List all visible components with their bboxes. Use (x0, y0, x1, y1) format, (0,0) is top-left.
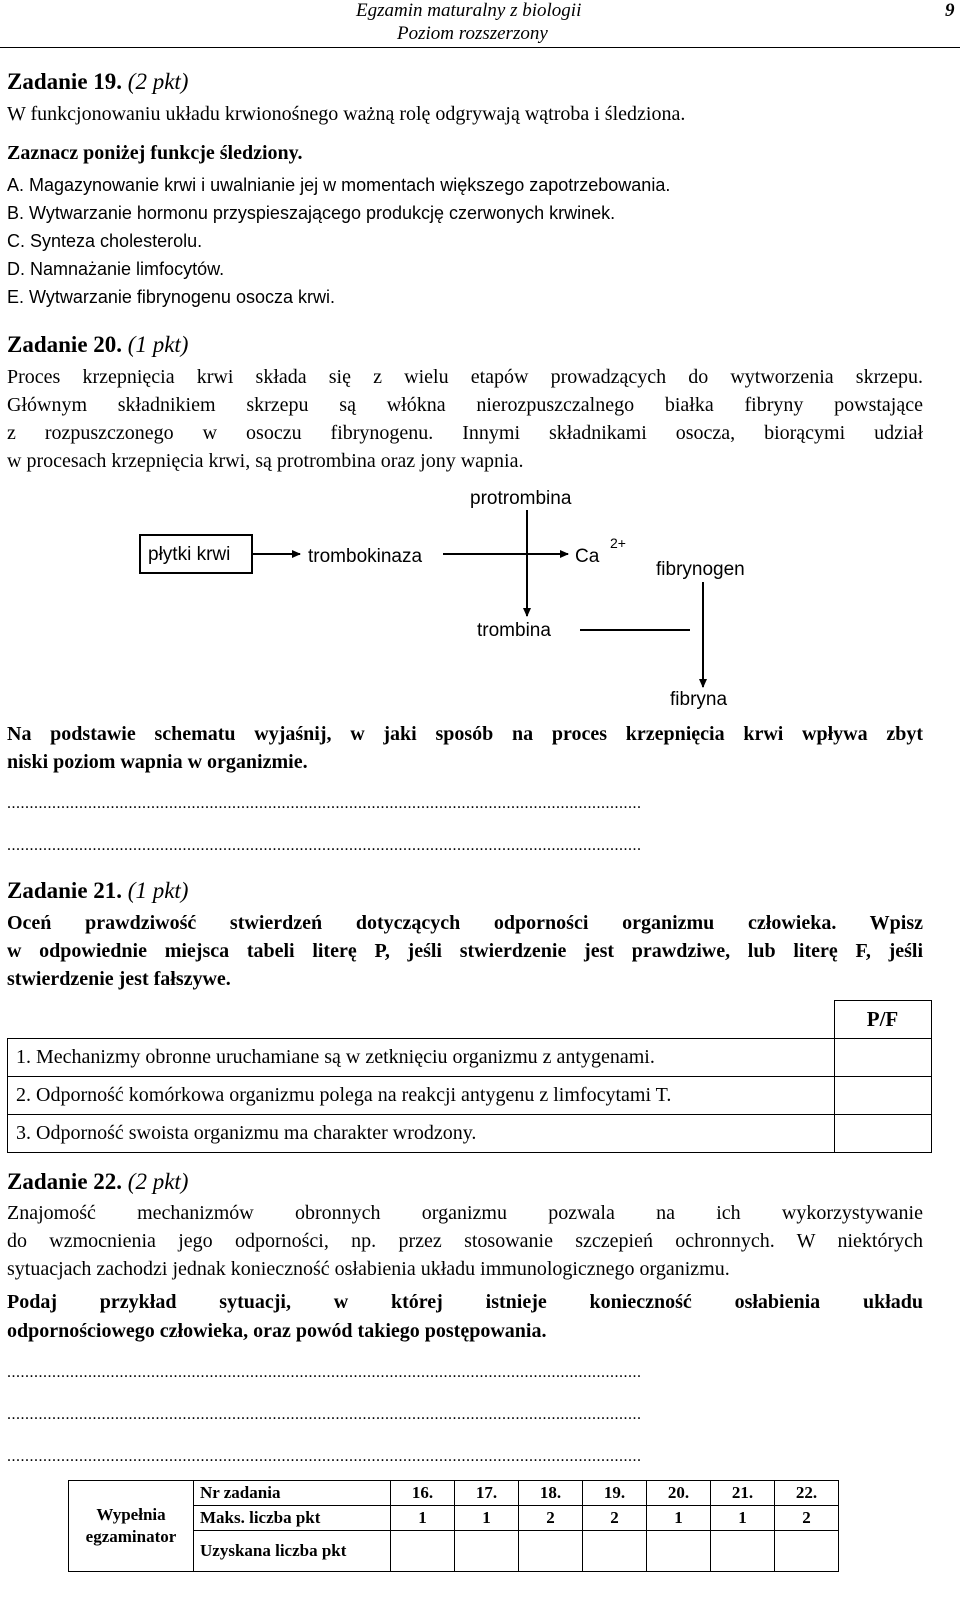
tf-empty-header (8, 1001, 835, 1039)
scoring-task-number: 16. (391, 1481, 455, 1506)
scoring-max-value: 1 (711, 1506, 775, 1531)
task19-option-e[interactable]: E. Wytwarzanie fibrynogenu osocza krwi. (7, 287, 335, 307)
task21-points: (1 pkt) (127, 878, 189, 903)
fibrin-label: fibryna (670, 689, 728, 710)
task20-text-line-1: Proces krzepnięcia krwi składa się z wielu etapów prowadzących do wytworzenia skrzepu. (7, 366, 923, 388)
scoring-max-value: 1 (391, 1506, 455, 1531)
task21-instruction-line-2: w odpowiednie miejsca tabeli literę P, jeśli stwierdzenie jest prawdziwe, lub literę F, jeśli (7, 940, 923, 962)
exam-level: Poziom rozszerzony (397, 23, 548, 44)
thrombokinase-label: trombokinaza (308, 546, 423, 567)
scoring-obtained-cell[interactable] (775, 1531, 839, 1572)
platelets-label: płytki krwi (148, 544, 231, 565)
task21-instruction-line-1: Oceń prawdziwość stwierdzeń dotyczących odporności organizmu człowieka. Wpisz (7, 912, 923, 934)
scoring-obtained-cell[interactable] (391, 1531, 455, 1572)
task22-question-line-1: Podaj przykład sytuacji, w której istnieje konieczność osłabienia układu (7, 1291, 923, 1313)
task22-text-line-2: do wzmocnienia jego odporności, np. przez stosowanie szczepień ochronnych. W niektórych (7, 1230, 923, 1252)
scoring-max-value: 2 (519, 1506, 583, 1531)
task20-heading (7, 332, 188, 358)
tf-row-1 (8, 1039, 932, 1077)
tf-row-2 (8, 1077, 932, 1115)
scoring-task-number: 17. (455, 1481, 519, 1506)
thrombin-label: trombina (477, 620, 551, 641)
task19-option-b[interactable]: B. Wytwarzanie hormonu przyspieszającego produkcję czerwonych krwinek. (7, 203, 616, 223)
tf-row-3 (8, 1115, 932, 1153)
task19-instruction: Zaznacz poniżej funkcje śledziony. (7, 142, 303, 164)
scoring-obtained-cell[interactable] (519, 1531, 583, 1572)
fibrinogen-label: fibrynogen (656, 559, 745, 580)
task22-answer-line-3[interactable]: ............................................................................................................................................. (7, 1448, 642, 1465)
scoring-max-value: 1 (647, 1506, 711, 1531)
task20-question-line-2: niski poziom wapnia w organizmie. (7, 751, 308, 773)
task20-title: Zadanie 20. (7, 332, 123, 357)
tf-statement-1: 1. Mechanizmy obronne uruchamiane są w zetknięciu organizmu z antygenami. (8, 1039, 835, 1077)
task19-option-a[interactable]: A. Magazynowanie krwi i uwalnianie jej w momentach większego zapotrzebowania. (7, 175, 671, 195)
scoring-task-number: 18. (519, 1481, 583, 1506)
scoring-filler-label-2: egzaminator (85, 1527, 177, 1546)
page-number: 9 (945, 0, 955, 21)
coagulation-diagram (0, 480, 960, 730)
scoring-max-label: Maks. liczba pkt (194, 1506, 391, 1531)
task22-text-line-1: Znajomość mechanizmów obronnych organizmu pozwala na ich wykorzystywanie (7, 1202, 923, 1224)
tf-statement-2: 2. Odporność komórkowa organizmu polega na reakcji antygenu z limfocytami T. (8, 1077, 835, 1115)
task22-heading (7, 1169, 188, 1195)
tf-answer-3[interactable] (834, 1115, 931, 1153)
task19-points: (2 pkt) (127, 69, 189, 94)
task22-title: Zadanie 22. (7, 1169, 123, 1194)
scoring-filler-label-1: Wypełnia (96, 1505, 166, 1524)
task20-points: (1 pkt) (127, 332, 189, 357)
calcium-label: Ca (575, 546, 600, 567)
scoring-task-number: 21. (711, 1481, 775, 1506)
task20-text-line-4: w procesach krzepnięcia krwi, są protrombina oraz jony wapnia. (7, 450, 524, 472)
scoring-table (68, 1480, 839, 1572)
scoring-row-task-numbers (69, 1481, 839, 1506)
scoring-filler-cell (69, 1481, 194, 1572)
task21-heading (7, 878, 188, 904)
task21-title: Zadanie 21. (7, 878, 123, 903)
scoring-task-label: Nr zadania (194, 1481, 391, 1506)
scoring-obtained-cell[interactable] (711, 1531, 775, 1572)
scoring-obtained-cell[interactable] (647, 1531, 711, 1572)
scoring-max-value: 1 (455, 1506, 519, 1531)
header-divider (0, 47, 960, 48)
calcium-charge: 2+ (610, 535, 626, 551)
tf-answer-1[interactable] (834, 1039, 931, 1077)
task22-question-line-2: odpornościowego człowieka, oraz powód takiego postępowania. (7, 1320, 547, 1342)
tf-header-row (8, 1001, 932, 1039)
prothrombin-label: protrombina (470, 488, 572, 509)
scoring-task-number: 20. (647, 1481, 711, 1506)
exam-title: Egzamin maturalny z biologii (356, 0, 582, 21)
task19-intro: W funkcjonowaniu układu krwionośnego ważną rolę odgrywają wątroba i śledziona. (7, 103, 686, 125)
task22-answer-line-1[interactable]: ............................................................................................................................................. (7, 1364, 642, 1381)
task22-points: (2 pkt) (127, 1169, 189, 1194)
task19-heading (7, 69, 188, 95)
scoring-task-number: 22. (775, 1481, 839, 1506)
task22-text-line-3: sytuacjach zachodzi jednak konieczność osłabienia układu immunologicznego organizmu. (7, 1258, 730, 1280)
scoring-obtained-label: Uzyskana liczba pkt (194, 1531, 391, 1572)
task20-question-line-1: Na podstawie schematu wyjaśnij, w jaki sposób na proces krzepnięcia krwi wpływa zbyt (7, 723, 923, 745)
task20-text-line-3: z rozpuszczonego w osoczu fibrynogenu. Innymi składnikami osocza, biorącymi udział (7, 422, 923, 444)
scoring-obtained-cell[interactable] (455, 1531, 519, 1572)
task19-title: Zadanie 19. (7, 69, 123, 94)
tf-header-pf: P/F (834, 1001, 931, 1039)
task19-option-d[interactable]: D. Namnażanie limfocytów. (7, 259, 225, 279)
tf-answer-2[interactable] (834, 1077, 931, 1115)
task21-instruction-line-3: stwierdzenie jest fałszywe. (7, 968, 231, 990)
scoring-max-value: 2 (775, 1506, 839, 1531)
true-false-table (7, 1000, 932, 1153)
task19-option-c[interactable]: C. Synteza cholesterolu. (7, 231, 203, 251)
scoring-max-value: 2 (583, 1506, 647, 1531)
task20-answer-line-1[interactable]: ............................................................................................................................................. (7, 795, 642, 812)
task20-text-line-2: Głównym składnikiem skrzepu są włókna nierozpuszczalnego białka fibryny powstające (7, 394, 923, 416)
scoring-task-number: 19. (583, 1481, 647, 1506)
tf-statement-3: 3. Odporność swoista organizmu ma charakter wrodzony. (8, 1115, 835, 1153)
task20-answer-line-2[interactable]: ............................................................................................................................................. (7, 837, 642, 854)
scoring-obtained-cell[interactable] (583, 1531, 647, 1572)
task22-answer-line-2[interactable]: ............................................................................................................................................. (7, 1406, 642, 1423)
